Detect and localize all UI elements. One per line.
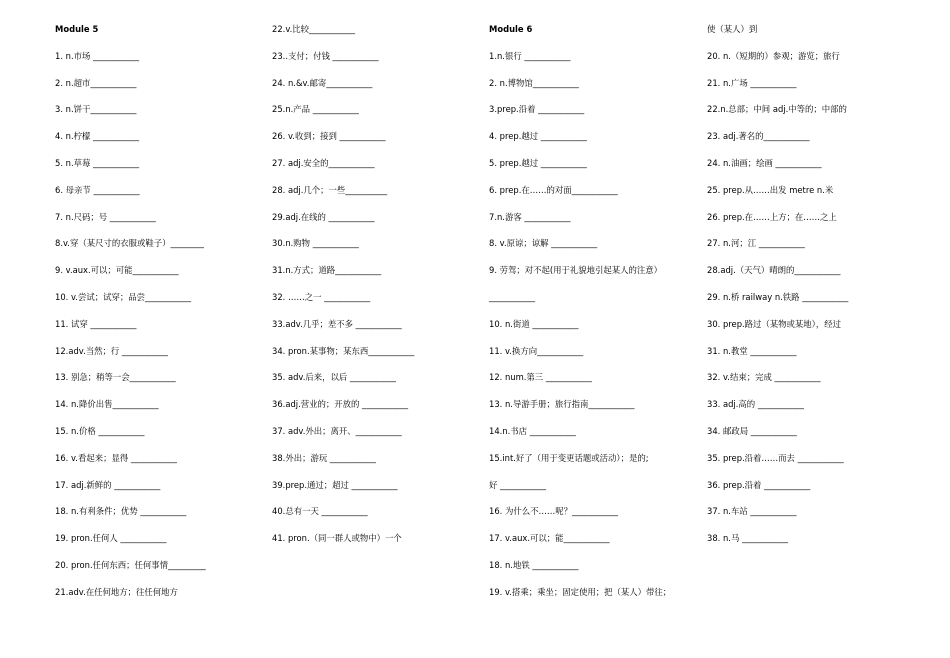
vocab-item: 34. 邮政局 ___________ bbox=[707, 425, 797, 436]
vocab-item: 34. pron.某事物；某东西___________ bbox=[272, 345, 415, 356]
vocab-item: 35. adv.后来，以后 ___________ bbox=[272, 372, 396, 383]
vocab-item: ___________ bbox=[489, 291, 536, 302]
vocab-item: 9. 劳驾；对不起(用于礼貌地引起某人的注意） bbox=[489, 265, 663, 276]
vocab-item: 6. prep.在……的对面___________ bbox=[489, 184, 618, 195]
vocab-item: 14. n.降价出售___________ bbox=[55, 399, 159, 410]
vocab-item: 3. n.饼干___________ bbox=[55, 104, 137, 115]
vocab-item: 33. adj.高的 ___________ bbox=[707, 399, 804, 410]
vocab-item: 38.外出；游玩 ___________ bbox=[272, 452, 376, 463]
module5-column bbox=[55, 22, 255, 612]
vocab-item: 1.n.银行 ___________ bbox=[489, 50, 571, 61]
vocab-item: 好 ___________ bbox=[489, 479, 547, 490]
vocab-item: 29. n.桥 railway n.铁路 ___________ bbox=[707, 291, 849, 302]
vocab-item: 24. n.油画；绘画 ___________ bbox=[707, 157, 822, 168]
vocab-item: 31. n.教堂 ___________ bbox=[707, 345, 797, 356]
vocab-item: 26. prep.在……上方；在……之上 bbox=[707, 211, 837, 222]
vocab-item: 19. pron.任何人 ___________ bbox=[55, 533, 167, 544]
vocab-item: 3.prep.沿着 ___________ bbox=[489, 104, 585, 115]
vocab-item: 14.n.书店 ___________ bbox=[489, 425, 576, 436]
vocab-item: 28.adj.（天气）晴朗的___________ bbox=[707, 265, 841, 276]
vocab-item: 17. adj.新鲜的 ___________ bbox=[55, 479, 161, 490]
vocab-item: 36. prep.沿着 ___________ bbox=[707, 479, 811, 490]
vocab-item: 9. v.aux.可以；可能___________ bbox=[55, 265, 179, 276]
vocab-item: 21. n.广场 ___________ bbox=[707, 77, 797, 88]
vocab-item: 2. n.超市___________ bbox=[55, 77, 137, 88]
module6-continued-column bbox=[707, 22, 927, 558]
vocab-item: 22.v.比较___________ bbox=[272, 24, 356, 34]
vocab-item: 25. prep.从……出发 metre n.米 bbox=[707, 184, 834, 195]
vocab-item: 32. ……之一 ___________ bbox=[272, 291, 371, 302]
vocab-item: 7. n.尺码；号 ___________ bbox=[55, 211, 156, 222]
vocab-item: 8.v.穿（某尺寸的衣服或鞋子）________ bbox=[55, 238, 204, 249]
vocab-item: 12.adv.当然；行 ___________ bbox=[55, 345, 168, 356]
vocab-item: 41. pron.（同一群人或物中）一个 bbox=[272, 533, 402, 544]
vocab-item: 29.adj.在线的 ___________ bbox=[272, 211, 375, 222]
vocab-item: 4. n.柠檬 ___________ bbox=[55, 131, 140, 142]
vocab-item: 4. prep.越过 ___________ bbox=[489, 131, 587, 142]
vocab-item: 11. 试穿 ___________ bbox=[55, 318, 137, 329]
vocab-item: 27. n.河；江 ___________ bbox=[707, 238, 805, 249]
vocab-item: 38. n.马 ___________ bbox=[707, 533, 789, 544]
module5-continued-column bbox=[272, 22, 467, 558]
vocab-item: 35. prep.沿着……而去 ___________ bbox=[707, 452, 844, 463]
vocab-item: 13. 别急；稍等一会___________ bbox=[55, 372, 176, 383]
vocab-item: 23..支付；付钱 ___________ bbox=[272, 50, 379, 61]
vocab-item: 15.int.好了（用于变更话题或活动）；是的; bbox=[489, 452, 649, 463]
vocab-item: 10. n.街道 ___________ bbox=[489, 318, 579, 329]
vocab-item: 使（某人）到 bbox=[707, 24, 758, 34]
vocab-item: 12. num.第三 ___________ bbox=[489, 372, 592, 383]
vocab-item: 11. v.换方向___________ bbox=[489, 345, 584, 356]
vocab-item: 7.n.游客 ___________ bbox=[489, 211, 571, 222]
module6-heading: Module 6 bbox=[489, 24, 533, 34]
vocab-item: 36.adj.营业的；开放的 ___________ bbox=[272, 399, 409, 410]
vocab-item: 33.adv.几乎；差不多 ___________ bbox=[272, 318, 402, 329]
vocab-item: 31.n.方式；道路___________ bbox=[272, 265, 382, 276]
vocab-item: 20. n.（短期的）参观；游览；旅行 bbox=[707, 50, 840, 61]
vocab-item: 39.prep.通过；超过 ___________ bbox=[272, 479, 398, 490]
vocab-item: 28. adj.几个；一些__________ bbox=[272, 184, 388, 195]
vocab-item: 30. prep.路过（某物或某地），经过 bbox=[707, 318, 841, 329]
vocab-item: 8. v.原谅；谅解 ___________ bbox=[489, 238, 598, 249]
vocab-item: 40.总有一天 ___________ bbox=[272, 506, 368, 517]
vocab-item: 21.adv.在任何地方；往任何地方 bbox=[55, 586, 178, 597]
vocab-item: 27. adj.安全的___________ bbox=[272, 157, 375, 168]
vocab-item: 32. v.结束；完成 ___________ bbox=[707, 372, 821, 383]
vocab-item: 16. 为什么不……呢？___________ bbox=[489, 506, 619, 517]
vocab-item: 5. prep.越过 ___________ bbox=[489, 157, 587, 168]
vocab-item: 18. n.地铁 ___________ bbox=[489, 559, 579, 570]
vocab-item: 10. v.尝试；试穿；品尝___________ bbox=[55, 291, 192, 302]
vocab-item: 26. v.收到；接到 ___________ bbox=[272, 131, 386, 142]
vocab-item: 19. v.搭乘；乘坐；固定使用；把（某人）带往； bbox=[489, 586, 672, 597]
vocab-item: 5. n.草莓 ___________ bbox=[55, 157, 140, 168]
vocab-item: 13. n.导游手册；旅行指南___________ bbox=[489, 399, 635, 410]
vocab-item: 18. n.有利条件；优势 ___________ bbox=[55, 506, 187, 517]
vocab-item: 23. adj.著名的___________ bbox=[707, 131, 810, 142]
vocab-item: 25.n.产品 ___________ bbox=[272, 104, 359, 115]
module5-heading: Module 5 bbox=[55, 24, 99, 34]
vocab-item: 22.n.总部；中间 adj.中等的；中部的 bbox=[707, 104, 847, 115]
vocab-item: 1. n.市场 ___________ bbox=[55, 50, 140, 61]
vocab-item: 37. n.车站 ___________ bbox=[707, 506, 797, 517]
vocab-item: 20. pron.任何东西；任何事情_________ bbox=[55, 559, 206, 570]
vocab-item: 24. n.&v.邮寄___________ bbox=[272, 77, 373, 88]
vocab-item: 6. 母亲节 ___________ bbox=[55, 184, 140, 195]
vocab-item: 2. n.博物馆___________ bbox=[489, 77, 579, 88]
vocab-item: 16. v.看起来；显得 ___________ bbox=[55, 452, 177, 463]
vocab-item: 15. n.价格 ___________ bbox=[55, 425, 145, 436]
vocab-item: 37. adv.外出；离开、___________ bbox=[272, 425, 402, 436]
vocab-item: 17. v.aux.可以；能___________ bbox=[489, 533, 610, 544]
vocab-item: 30.n.购物 ___________ bbox=[272, 238, 359, 249]
module6-column bbox=[489, 22, 694, 612]
